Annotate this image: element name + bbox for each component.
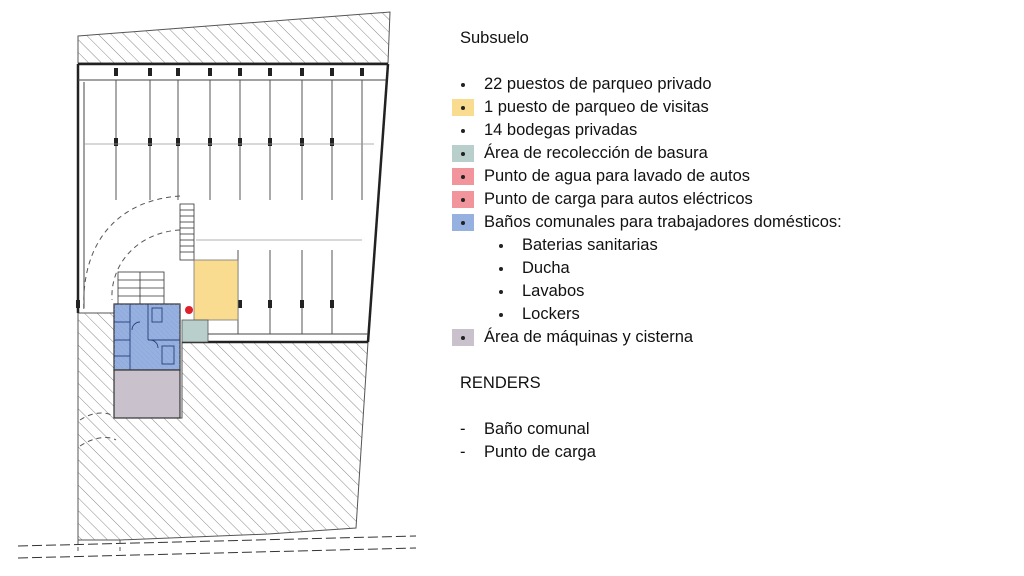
renders-title: RENDERS	[460, 374, 541, 392]
legend-item: 22 puestos de parqueo privado	[460, 73, 1000, 96]
column	[360, 68, 364, 76]
legend-item-machines: Área de máquinas y cisterna	[460, 326, 1000, 349]
column	[148, 138, 152, 146]
column	[208, 68, 212, 76]
render-item: - Baño comunal	[460, 418, 1000, 441]
bullet-icon	[490, 237, 512, 254]
bullet-icon	[490, 306, 512, 323]
column	[114, 68, 118, 76]
legend-panel	[460, 27, 1000, 464]
column	[176, 68, 180, 76]
hatched-neighbor-top	[78, 12, 390, 63]
legend-swatch	[452, 145, 474, 162]
column	[176, 138, 180, 146]
machine-room-cistern	[114, 370, 180, 418]
column	[238, 68, 242, 76]
column	[300, 300, 304, 308]
bullet-icon	[452, 122, 474, 139]
legend-swatch	[452, 168, 474, 185]
legend-title: Subsuelo	[460, 29, 529, 47]
legend-swatch	[452, 214, 474, 231]
dash-marker: -	[460, 443, 466, 461]
legend-item: Área de recolección de basura	[460, 142, 1000, 165]
column	[330, 138, 334, 146]
column	[300, 68, 304, 76]
bullet-icon	[452, 76, 474, 93]
legend-item: Punto de carga para autos eléctricos	[460, 188, 1000, 211]
bullet-icon	[490, 260, 512, 277]
bullet-icon	[490, 283, 512, 300]
legend-item: Baños comunales para trabajadores domésticos:	[460, 211, 1000, 234]
legend-swatch	[452, 329, 474, 346]
legend-item: Punto de agua para lavado de autos	[460, 165, 1000, 188]
column	[300, 138, 304, 146]
dash-marker: -	[460, 420, 466, 438]
column	[238, 138, 242, 146]
column	[238, 300, 242, 308]
column	[114, 138, 118, 146]
charging-point-marker	[185, 306, 193, 314]
column	[268, 300, 272, 308]
legend-item: 1 puesto de parqueo de visitas	[460, 96, 1000, 119]
stair	[180, 204, 194, 260]
legend-sub-item: Baterias sanitarias	[460, 234, 1000, 257]
visitor-parking-area	[194, 260, 238, 320]
column	[148, 68, 152, 76]
legend-swatch	[452, 99, 474, 116]
column	[330, 68, 334, 76]
column	[330, 300, 334, 308]
floor-plan	[0, 0, 440, 576]
legend-item: 14 bodegas privadas	[460, 119, 1000, 142]
legend-swatch	[452, 191, 474, 208]
legend-sub-item: Ducha	[460, 257, 1000, 280]
column	[208, 138, 212, 146]
render-item: - Punto de carga	[460, 441, 1000, 464]
legend-sub-item: Lockers	[460, 303, 1000, 326]
waste-collection-area	[182, 320, 208, 342]
column	[76, 300, 80, 308]
communal-bathrooms	[114, 304, 180, 370]
column	[268, 68, 272, 76]
column	[268, 138, 272, 146]
legend-sub-item: Lavabos	[460, 280, 1000, 303]
